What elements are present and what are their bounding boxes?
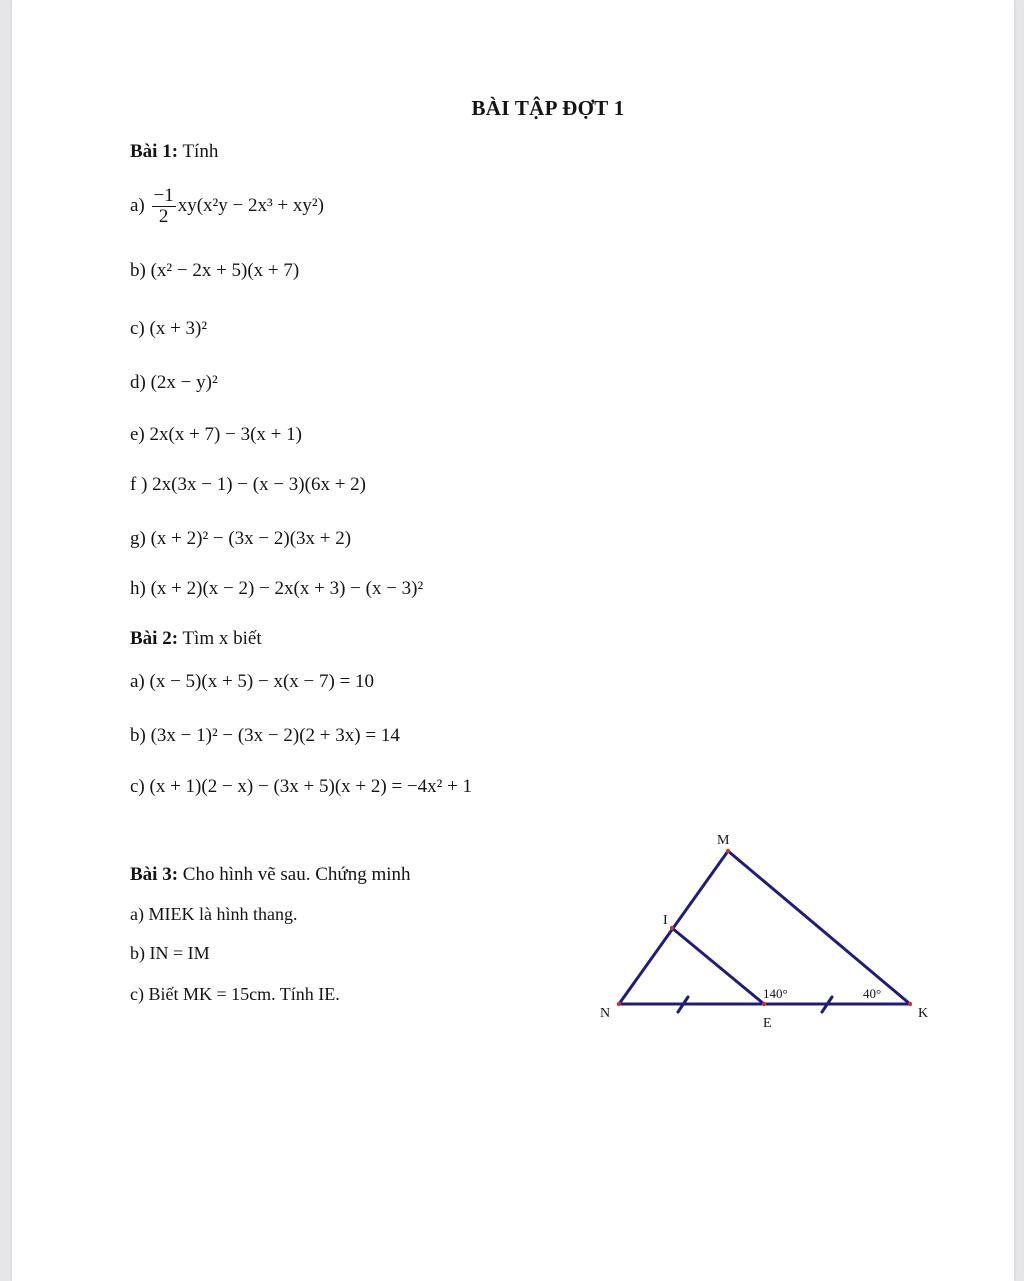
angle-k-label: 40°	[863, 986, 882, 1001]
item-label: g)	[130, 528, 146, 549]
math-expression: 2x(3x − 1) − (x − 3)(6x + 2)	[152, 474, 366, 495]
point-n	[617, 1002, 621, 1006]
fraction-denominator: 2	[158, 205, 169, 227]
item-label: c)	[130, 984, 144, 1004]
label-m: M	[717, 833, 730, 848]
exercise-3-text: Cho hình vẽ sau. Chứng minh	[182, 864, 411, 885]
exercise-1-label: Bài 1:	[130, 141, 179, 162]
math-expression: (x + 2)² − (3x − 2)(3x + 2)	[150, 528, 352, 549]
item-label: a)	[130, 671, 145, 692]
item-label: d)	[130, 372, 146, 393]
item-text: MIEK là hình thang.	[148, 904, 298, 924]
math-expression: (3x − 1)² − (3x − 2)(2 + 3x) = 14	[150, 725, 400, 746]
point-i	[670, 926, 674, 930]
exercise-2-label: Bài 2:	[130, 628, 179, 649]
item-label: e)	[130, 424, 145, 445]
label-k: K	[918, 1006, 929, 1021]
page-title: BÀI TẬP ĐỢT 1	[471, 96, 625, 120]
fraction-numerator: −1	[153, 185, 174, 206]
math-expression: (x + 2)(x − 2) − 2x(x + 3) − (x − 3)²	[150, 578, 424, 599]
point-m	[726, 849, 730, 853]
math-expression: 2x(x + 7) − 3(x + 1)	[149, 424, 302, 445]
math-expression: (x² − 2x + 5)(x + 7)	[150, 260, 300, 281]
math-expression: (x + 3)²	[149, 318, 208, 339]
label-n: N	[600, 1006, 611, 1021]
math-expression: (x − 5)(x + 5) − x(x − 7) = 10	[149, 671, 375, 692]
item-label: a)	[130, 904, 144, 924]
item-label: h)	[130, 578, 146, 599]
item-label: b)	[130, 260, 146, 281]
math-expression: (x + 1)(2 − x) − (3x + 5)(x + 2) = −4x² + 1	[149, 776, 473, 797]
point-k	[908, 1002, 912, 1006]
triangle-figure	[12, 0, 1014, 1281]
item-label: c)	[130, 776, 145, 797]
exercise-1-text: Tính	[182, 141, 219, 162]
item-text: IN = IM	[149, 943, 210, 963]
angle-e-label: 140°	[763, 986, 788, 1001]
item-label: b)	[130, 943, 145, 963]
item-label: a)	[130, 194, 145, 216]
document-page	[12, 0, 1014, 1281]
label-i: I	[663, 913, 668, 928]
math-expression: xy(x²y − 2x³ + xy²)	[177, 194, 324, 216]
exercise-2-text: Tìm x biết	[182, 628, 262, 649]
item-label: b)	[130, 725, 146, 746]
math-expression: (2x − y)²	[150, 372, 218, 393]
segment-ie	[672, 928, 764, 1004]
point-e	[762, 1002, 766, 1006]
segment-mk	[728, 851, 910, 1004]
item-label: c)	[130, 318, 145, 339]
label-e: E	[763, 1016, 772, 1031]
exercise-3-label: Bài 3:	[130, 864, 179, 885]
item-text: Biết MK = 15cm. Tính IE.	[148, 984, 340, 1004]
item-label: f )	[130, 474, 148, 495]
